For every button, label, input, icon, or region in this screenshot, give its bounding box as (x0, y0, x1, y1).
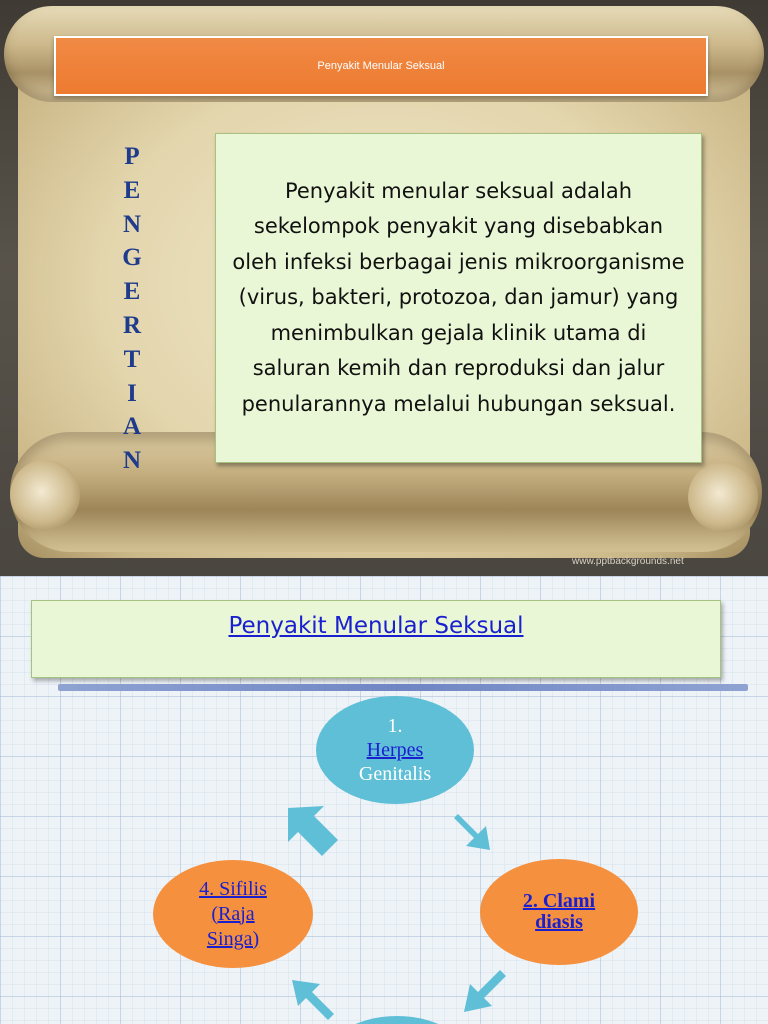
heading-link[interactable]: Penyakit Menular Seksual (228, 613, 524, 639)
vertical-title-letter: T (123, 345, 141, 373)
vertical-title-letter: E (123, 278, 141, 306)
arrow-right-down-icon (444, 794, 508, 858)
slide-title: Penyakit Menular Seksual (317, 60, 445, 72)
sifilis-link-line3[interactable]: Singa) (206, 927, 260, 950)
node-number: 1. (387, 715, 403, 737)
sifilis-link-line2[interactable]: (Raja (211, 902, 255, 925)
clamidiasis-link-line1[interactable]: 2. Clami (522, 890, 596, 912)
slide-pms-cycle (0, 576, 768, 1024)
watermark-text: www.pptbackgrounds.net (572, 556, 684, 567)
vertical-title-letter: N (122, 447, 142, 475)
vertical-title-letter: I (127, 379, 137, 407)
scroll-curl-left (10, 460, 80, 530)
vertical-title-letter: A (122, 413, 142, 441)
vertical-title-letter: R (122, 311, 142, 339)
cycle-node-herpes (316, 696, 474, 804)
arrow-left-up-icon (278, 796, 350, 868)
vertical-title-letter: G (122, 244, 142, 272)
cycle-node-clamidiasis (480, 859, 638, 965)
cycle-node-sifilis (153, 860, 313, 968)
arrow-left-down-icon (450, 962, 514, 1024)
definition-text: Penyakit menular seksual adalah sekelompok penyakit yang disebabkan oleh infeksi berbagai jenis mikroorganisme (virus, bakteri, protozoa, dan jamur) yang menimbulkan gejala klinik utama di saluran kemih dan reproduksi dan jalur penularannya melalui hubungan seksual. (232, 178, 685, 416)
heading-box (31, 600, 721, 678)
sifilis-link-line1[interactable]: 4. Sifilis (199, 877, 267, 900)
arrow-right-up-icon (282, 968, 346, 1024)
slide-title-bar (54, 36, 708, 96)
heading-divider (58, 684, 748, 691)
node-label: Genitalis (358, 763, 432, 785)
vertical-title-letter: N (122, 210, 142, 238)
clamidiasis-link-line2[interactable]: diasis (535, 911, 583, 933)
vertical-title-pengertian (112, 140, 152, 478)
herpes-link[interactable]: Herpes (366, 739, 424, 761)
vertical-title-letter: P (124, 143, 140, 170)
scroll-curl-right (688, 462, 758, 532)
definition-box (215, 133, 702, 463)
vertical-title-letter: E (123, 176, 141, 204)
